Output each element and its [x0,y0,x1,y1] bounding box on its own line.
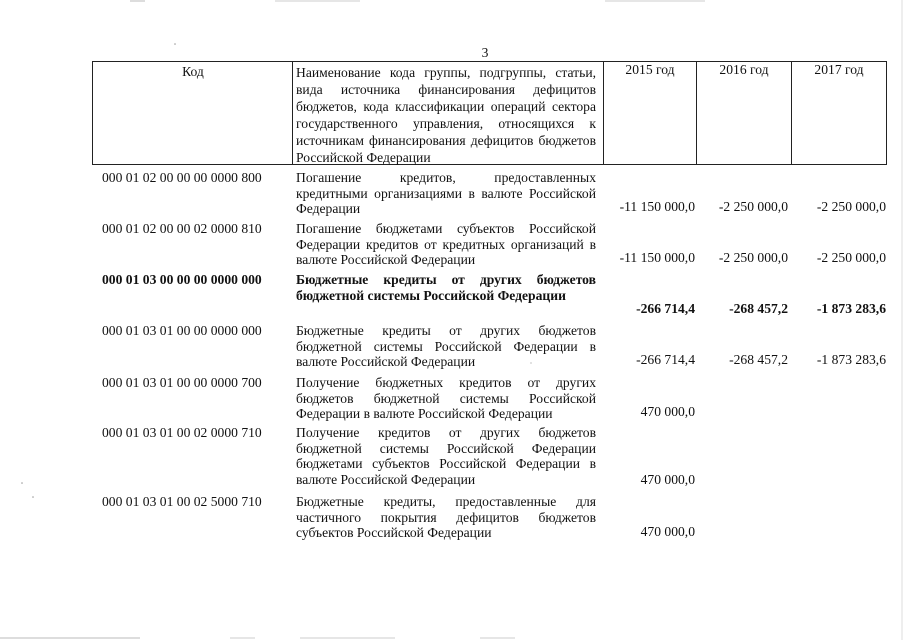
header-year-2017: 2017 год [814,62,864,77]
value-2016: -268 457,2 [729,352,788,367]
value-2017: -1 873 283,6 [816,301,886,316]
row-code: 000 01 03 01 00 02 0000 710 [102,425,262,440]
header-code: Код [182,64,204,79]
value-2016: -2 250 000,0 [718,199,788,214]
value-2015: -11 150 000,0 [619,199,695,214]
value-2017: -1 873 283,6 [816,352,886,367]
row-code: 000 01 02 00 00 00 0000 800 [102,170,262,185]
table-header [92,61,887,165]
header-year-2016: 2016 год [719,62,769,77]
header-name: Наименование кода группы, подгруппы, статьи, вида источника финансирования дефицитов бюджетов, кода классификации операций сектора государственного управления, относящихся к источникам финансирования дефицитов бюджетов Российской Федерации [296,65,596,165]
row-name: Погашение бюджетами субъектов Российской Федерации кредитов от кредитных организаций в валюте Российской Федерации [296,221,596,268]
row-name: Погашение кредитов, предоставленных кредитными организациями в валюте Российской Федерации [296,170,596,217]
row-name: Бюджетные кредиты от других бюджетов бюджетной системы Российской Федерации [296,272,596,303]
row-code: 000 01 02 00 00 02 0000 810 [102,221,262,236]
row-code: 000 01 03 01 00 00 0000 700 [102,375,262,390]
value-2015: 470 000,0 [640,472,695,487]
value-2017: -2 250 000,0 [816,199,886,214]
page-number: 3 [481,45,489,60]
value-2015: -266 714,4 [636,301,695,316]
row-name: Получение кредитов от других бюджетов бюджетной системы Российской Федерации бюджетами субъектов Российской Федерации в валюте Российской Федерации [296,425,596,487]
value-2015: 470 000,0 [640,524,695,539]
row-name: Получение бюджетных кредитов от других бюджетов бюджетной системы Российской Федерации в валюте Российской Федерации [296,375,596,422]
row-name: Бюджетные кредиты, предоставленные для частичного покрытия дефицитов бюджетов субъектов Российской Федерации [296,494,596,541]
value-2015: -266 714,4 [636,352,695,367]
row-code: 000 01 03 00 00 00 0000 000 [102,272,262,287]
row-code: 000 01 03 01 00 00 0000 000 [102,323,262,338]
row-name: Бюджетные кредиты от других бюджетов бюджетной системы Российской Федерации в валюте Российской Федерации [296,323,596,370]
header-year-2015: 2015 год [625,62,675,77]
value-2017: -2 250 000,0 [816,250,886,265]
value-2016: -268 457,2 [729,301,788,316]
value-2015: -11 150 000,0 [619,250,695,265]
value-2016: -2 250 000,0 [718,250,788,265]
row-code: 000 01 03 01 00 02 5000 710 [102,494,262,509]
value-2015: 470 000,0 [640,404,695,419]
